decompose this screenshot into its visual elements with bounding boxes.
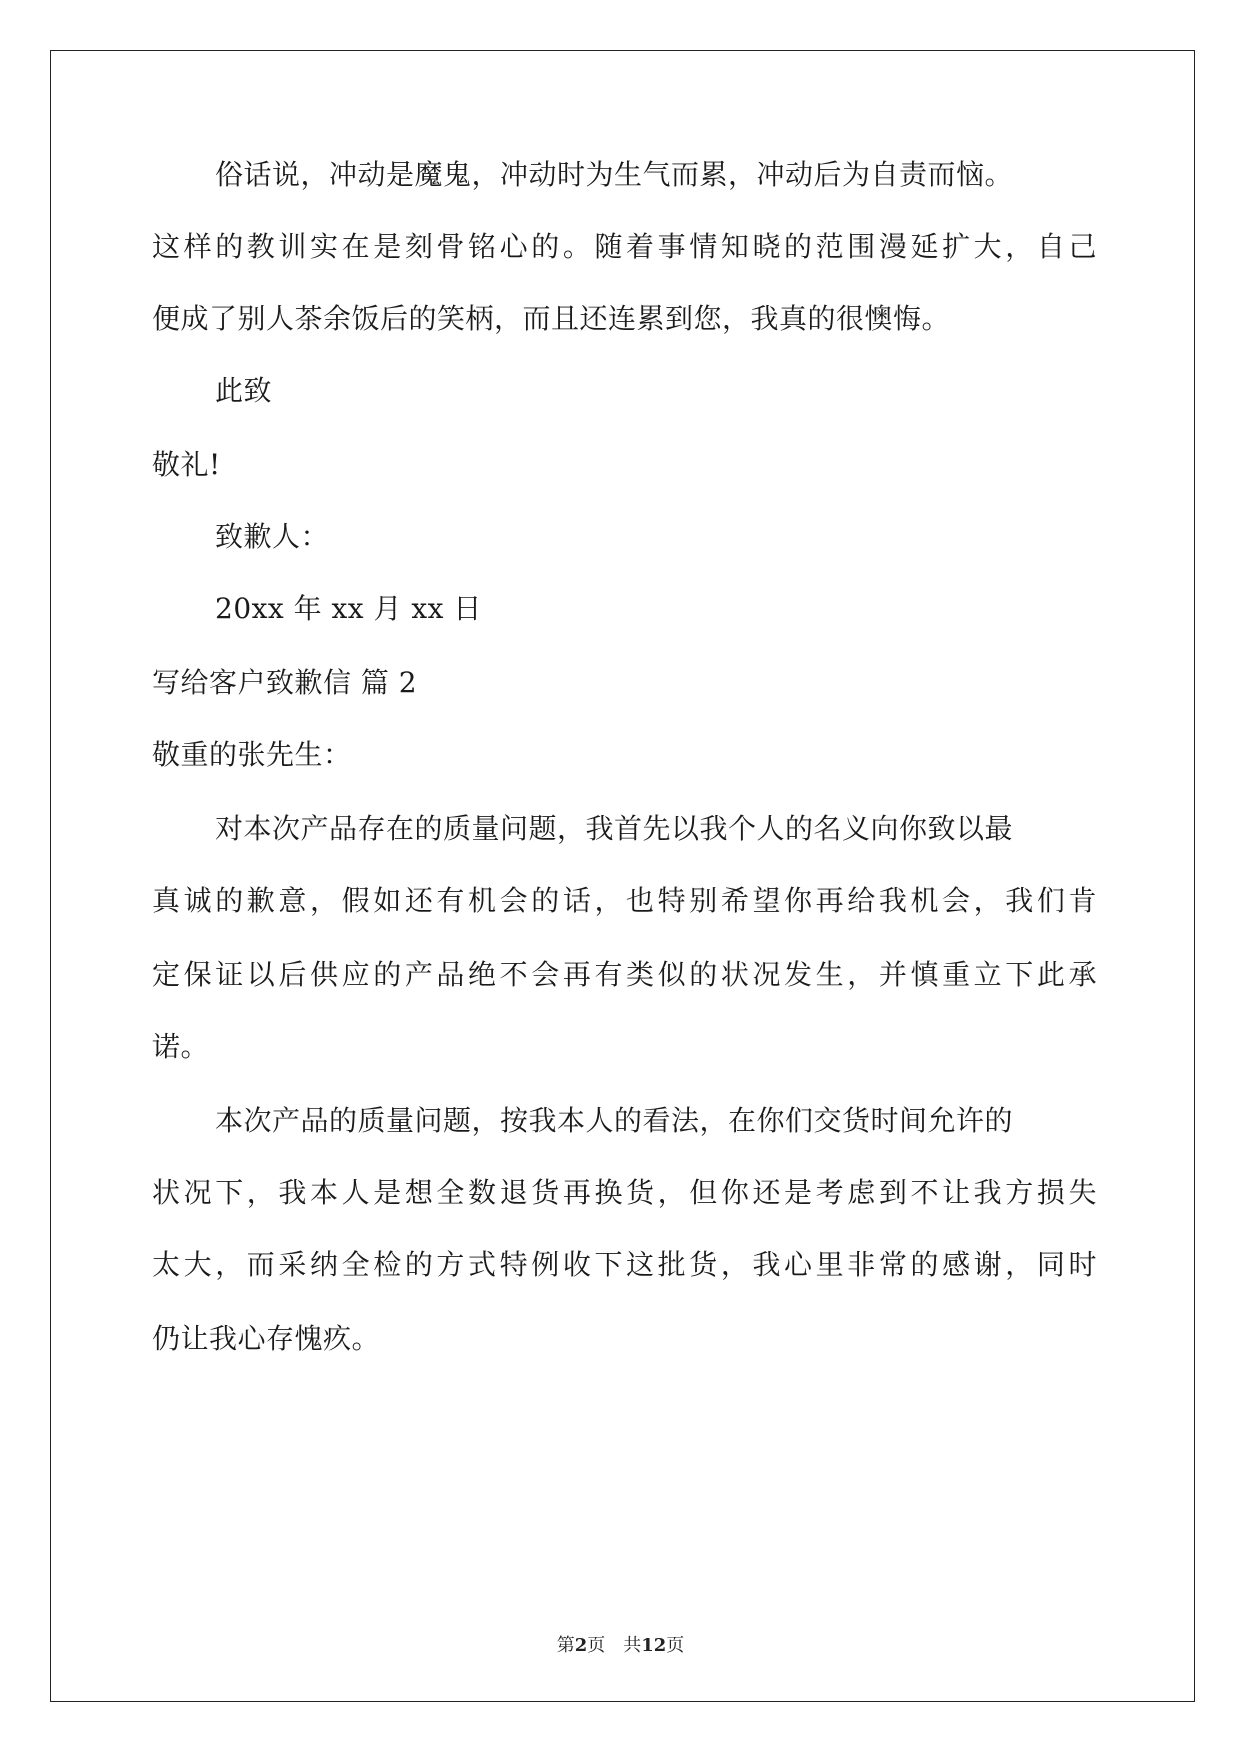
page-border [50,50,1195,1702]
footer-page-number: 2 [574,1635,588,1656]
letter-salutation: 敬重的张先生： [152,738,352,771]
paragraph-line: 定保证以后供应的产品绝不会再有类似的状况发生，并慎重立下此承 [152,958,1097,991]
paragraph-line: 对本次产品存在的质量问题，我首先以我个人的名义向你致以最 [215,812,1014,845]
signature-label: 致歉人： [215,520,330,553]
footer-suffix: 页 [666,1635,685,1656]
closing-salutation: 此致 [215,374,273,407]
paragraph-line: 太大，而采纳全检的方式特例收下这批货，我心里非常的感谢，同时 [152,1248,1097,1281]
paragraph-line: 诺。 [152,1030,210,1063]
paragraph-line: 便成了别人茶余饭后的笑柄，而且还连累到您，我真的很懊悔。 [152,302,951,335]
paragraph-line: 真诚的歉意，假如还有机会的话，也特别希望你再给我机会，我们肯 [152,884,1097,917]
page-footer [0,1634,1241,1658]
footer-prefix: 第 [556,1635,575,1656]
closing-regards: 敬礼! [152,448,221,481]
paragraph-line: 仍让我心存愧疚。 [152,1322,381,1355]
paragraph-line: 俗话说，冲动是魔鬼，冲动时为生气而累，冲动后为自责而恼。 [215,158,1014,191]
paragraph-line: 状况下，我本人是想全数退货再换货，但你还是考虑到不让我方损失 [152,1176,1097,1209]
paragraph-line: 这样的教训实在是刻骨铭心的。随着事情知晓的范围漫延扩大，自己 [152,230,1097,263]
date-line: 20xx 年 xx 月 xx 日 [215,592,482,625]
section-heading: 写给客户致歉信 篇 2 [152,666,418,699]
footer-mid: 页 共 [587,1635,642,1656]
footer-total-pages: 12 [641,1635,667,1656]
paragraph-line: 本次产品的质量问题，按我本人的看法，在你们交货时间允许的 [215,1104,1014,1137]
